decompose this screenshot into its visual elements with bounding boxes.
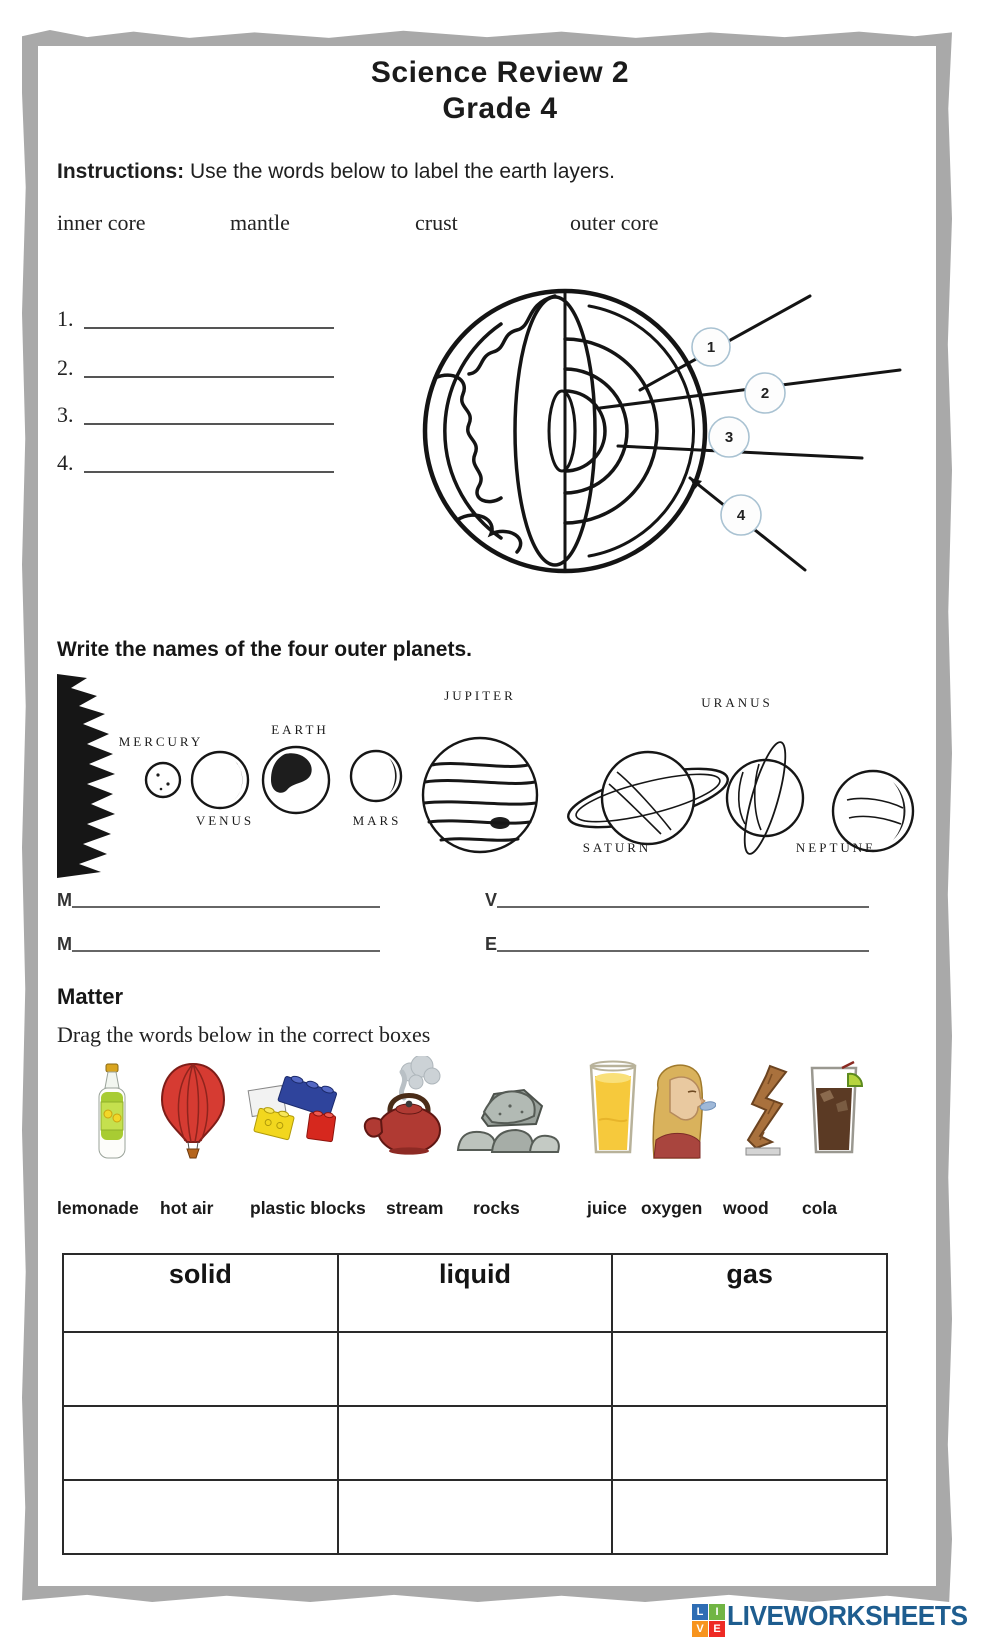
marker-2-label: 2 [760, 385, 770, 402]
liquid-drop-cell[interactable] [338, 1332, 613, 1406]
word-chip-juice[interactable]: juice [587, 1198, 627, 1218]
answer-blank-1[interactable] [84, 307, 334, 329]
solid-drop-cell[interactable] [63, 1406, 338, 1480]
table-row [63, 1406, 887, 1480]
instructions-label: Instructions: [57, 160, 185, 183]
lime-wedge [848, 1074, 862, 1086]
word-bank [0, 210, 1000, 240]
planet-answer-blank-m2[interactable] [72, 934, 380, 952]
blank-number-2: 2. [57, 355, 74, 380]
solar-system-image [57, 672, 917, 882]
wood-sculpture-icon [740, 1062, 792, 1158]
planet-answer-row-1b [485, 888, 869, 911]
blank-number-3: 3. [57, 402, 74, 427]
saturn-icon [602, 752, 694, 844]
blank-row-1 [57, 304, 334, 332]
word-chip-hot-air[interactable]: hot air [160, 1198, 214, 1218]
word-bank-mantle: mantle [230, 210, 290, 235]
planets-heading: Write the names of the four outer planets. [57, 638, 472, 661]
answer-blank-2[interactable] [84, 356, 334, 378]
logo-text: LIVEWORKSHEETS [727, 1600, 968, 1631]
uranus-label: URANUS [701, 695, 773, 710]
instructions-text: Use the words below to label the earth layers. [184, 160, 615, 183]
liveworksheets-logo [692, 1600, 983, 1637]
word-bank-crust: crust [415, 210, 458, 235]
word-chip-cola[interactable]: cola [802, 1198, 838, 1218]
matter-heading: Matter [57, 984, 124, 1009]
plastic-blocks-icon [246, 1072, 344, 1152]
solid-drop-cell[interactable] [63, 1332, 338, 1406]
venus-icon [192, 752, 248, 808]
logo-square-v: V [692, 1621, 708, 1637]
earth-label: EARTH [271, 722, 329, 737]
prefix-m1: M [57, 890, 72, 910]
hot-air-balloon-icon [158, 1062, 228, 1160]
logo-square-l: L [692, 1604, 708, 1620]
logo-square-e: E [709, 1621, 725, 1637]
gas-drop-cell[interactable] [612, 1406, 887, 1480]
neptune-label: NEPTUNE [795, 840, 877, 855]
word-chip-wood[interactable]: wood [723, 1198, 769, 1218]
planet-answer-row-2b [485, 932, 869, 955]
mercury-label: MERCURY [118, 734, 204, 749]
instructions-line [57, 160, 615, 184]
earth-layers-diagram [405, 282, 920, 582]
prefix-v: V [485, 890, 498, 910]
word-chip-plastic-blocks[interactable]: plastic blocks [250, 1198, 366, 1218]
juice-glass-icon [585, 1060, 641, 1158]
neptune-icon [833, 771, 913, 851]
gas-drop-cell[interactable] [612, 1480, 887, 1554]
blank-number-1: 1. [57, 306, 74, 331]
steaming-teapot-icon [348, 1056, 454, 1158]
logo-square-i: I [709, 1604, 725, 1620]
prefix-m2: M [57, 934, 72, 954]
planet-answer-row-1a [57, 888, 380, 911]
planet-answer-row-2a [57, 932, 380, 955]
table-row [63, 1332, 887, 1406]
table-header-row [63, 1254, 887, 1332]
mars-label: MARS [352, 813, 402, 828]
table-row [63, 1480, 887, 1554]
header-gas: gas [612, 1254, 887, 1332]
liquid-drop-cell[interactable] [338, 1480, 613, 1554]
page-title: Science Review 2 [370, 56, 630, 89]
answer-blank-4[interactable] [84, 451, 334, 473]
saturn-label: SATURN [582, 840, 652, 855]
word-chip-stream[interactable]: stream [386, 1198, 444, 1218]
blank-number-4: 4. [57, 450, 74, 475]
prefix-e: E [485, 934, 498, 954]
answer-blank-3[interactable] [84, 403, 334, 425]
oxygen-breathing-icon [644, 1054, 716, 1160]
jupiter-label: JUPITER [444, 688, 516, 703]
venus-label: VENUS [195, 813, 255, 828]
blank-row-2 [57, 353, 334, 381]
header-liquid: liquid [338, 1254, 613, 1332]
marker-3-label: 3 [724, 429, 734, 446]
word-bank-outer-core: outer core [570, 210, 659, 235]
cola-glass-icon [804, 1060, 864, 1158]
planet-answer-blank-v[interactable] [497, 890, 869, 908]
jupiter-icon [423, 738, 537, 852]
lemonade-bottle-icon [92, 1062, 132, 1162]
logo-squares [692, 1604, 725, 1637]
word-chip-oxygen[interactable]: oxygen [641, 1198, 703, 1218]
sun-icon [57, 674, 115, 878]
gas-drop-cell[interactable] [612, 1332, 887, 1406]
header-solid: solid [63, 1254, 338, 1332]
marker-4-label: 4 [736, 507, 746, 524]
marker-1-label: 1 [706, 339, 716, 356]
solid-drop-cell[interactable] [63, 1480, 338, 1554]
planet-answer-blank-e[interactable] [497, 934, 869, 952]
word-bank-inner-core: inner core [57, 210, 146, 235]
mercury-icon [146, 763, 180, 797]
word-chip-lemonade[interactable]: lemonade [57, 1198, 139, 1218]
matter-instruction: Drag the words below in the correct boxes [57, 1022, 431, 1047]
word-chip-rocks[interactable]: rocks [473, 1198, 520, 1218]
planet-answer-blank-m1[interactable] [72, 890, 380, 908]
matter-sorting-table [62, 1253, 888, 1555]
blank-row-4 [57, 448, 334, 476]
rocks-icon [452, 1082, 564, 1156]
blank-row-3 [57, 400, 334, 428]
page-subtitle: Grade 4 [442, 92, 558, 125]
mars-icon [351, 751, 401, 801]
liquid-drop-cell[interactable] [338, 1406, 613, 1480]
